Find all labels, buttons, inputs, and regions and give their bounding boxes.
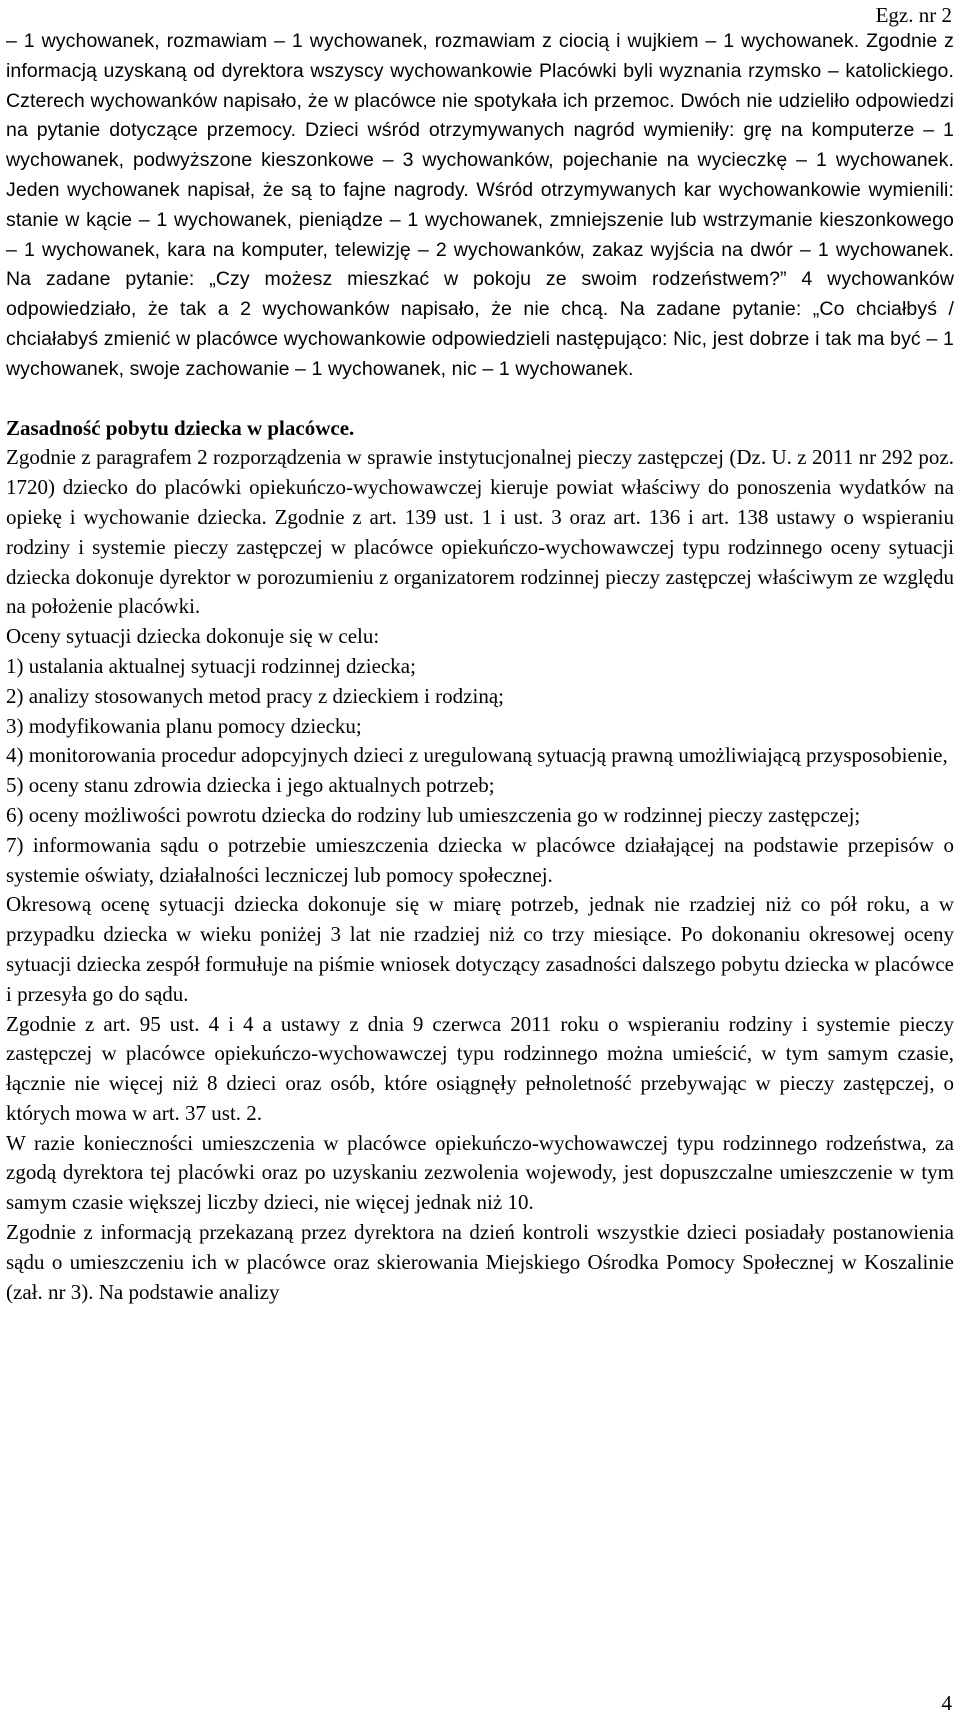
- siblings-paragraph: W razie konieczności umieszczenia w placówce opiekuńczo-wychowawczej typu rodzinnego rodzeństwa, za zgodą dyrektora tej placówki oraz po uzyskaniu zezwolenia wojewody, jest dopuszczalne umieszczenie w tym samym czasie większej liczby dzieci, nie więcej jednak niż 10.: [6, 1130, 954, 1215]
- periodic-assessment-paragraph: Okresową ocenę sytuacji dziecka dokonuje się w miarę potrzeb, jednak nie rzadziej niż co pół roku, a w przypadku dziecka w wieku poniżej 3 lat nie rzadziej niż co trzy miesiące. Po dokonaniu okresowej oceny sytuacji dziecka zespół formułuje na piśmie wniosek dotyczący zasadności dalszego pobytu dziecka w placówce i przesyła go do sądu.: [6, 892, 954, 1006]
- document-body: [6, 27, 954, 1307]
- court-orders-paragraph: Zgodnie z informacją przekazaną przez dyrektora na dzień kontroli wszystkie dzieci posiadały postanowienia sądu o umieszczeniu ich w placówce oraz skierowania Miejskiego Ośrodka Pomocy Społecznej w Koszalinie (zał. nr 3). Na podstawie analizy: [6, 1220, 954, 1304]
- list-item: 4) monitorowania procedur adopcyjnych dzieci z uregulowaną sytuacją prawną umożliwiającą przysposobienie,: [6, 743, 948, 768]
- copy-number-label: Egz. nr 2: [875, 3, 952, 27]
- regulation-paragraph: Zgodnie z paragrafem 2 rozporządzenia w sprawie instytucjonalnej pieczy zastępczej (Dz. U. z 2011 nr 292 poz. 1720) dziecko do placówki opiekuńczo-wychowawczej kieruje powiat właściwy do ponoszenia wydatków na opiekę i wychowanie dziecka. Zgodnie z art. 139 ust. 1 i ust. 3 oraz art. 136 i art. 138 ustawy o wspieraniu rodziny i systemie pieczy zastępczej w placówce opiekuńczo-wychowawczej typu rodzinnego oceny sytuacji dziecka dokonuje dyrektor w porozumieniu z organizatorem rodzinnej pieczy zastępczej właściwym ze względu na położenie placówki.: [6, 445, 954, 619]
- list-item: 6) oceny możliwości powrotu dziecka do rodziny lub umieszczenia go w rodzinnej pieczy zastępczej;: [6, 802, 861, 827]
- page-number: 4: [941, 1691, 952, 1715]
- capacity-paragraph: Zgodnie z art. 95 ust. 4 i 4 a ustawy z dnia 9 czerwca 2011 roku o wspieraniu rodziny i systemie pieczy zastępczej w placówce opiekuńczo-wychowawczej typu rodzinnego można umieścić, w tym samym czasie, łącznie nie więcej niż 8 dzieci oraz osób, które osiągnęły pełnoletność przebywając w pieczy zastępczej, o których mowa w art. 37 ust. 2.: [6, 1011, 954, 1125]
- list-item: 1) ustalania aktualnej sytuacji rodzinnej dziecka;: [6, 653, 416, 678]
- list-item: 5) oceny stanu zdrowia dziecka i jego aktualnych potrzeb;: [6, 773, 495, 798]
- survey-results-paragraph: – 1 wychowanek, rozmawiam – 1 wychowanek, rozmawiam z ciocią i wujkiem – 1 wychowanek. Zgodnie z informacją uzyskaną od dyrektora wszyscy wychowankowie Placówki byli wyznania rzymsko – katolickiego. Czterech wychowanków napisało, że w placówce nie spotykała ich przemoc. Dwóch nie udzieliło odpowiedzi na pytanie dotyczące przemocy. Dzieci wśród otrzymywanych nagród wymieniły: grę na komputerze – 1 wychowanek, podwyższone kieszonkowe – 3 wychowanków, pojechanie na wycieczkę – 1 wychowanek. Jeden wychowanek napisał, że są to fajne nagrody. Wśród otrzymywanych kar wychowankowie wymienili: stanie w kącie – 1 wychowanek, pieniądze – 1 wychowanek, zmniejszenie lub wstrzymanie kieszonkowego – 1 wychowanek, kara na komputer, telewizję – 2 wychowanków, zakaz wyjścia na dwór – 1 wychowanek. Na zadane pytanie: „Czy możesz mieszkać w pokoju ze swoim rodzeństwem?” 4 wychowanków odpowiedziało, że tak a 2 wychowanków napisało, że nie chcą. Na zadane pytanie: „Co chciałbyś / chciałabyś zmienić w placówce wychowankowie odpowiedzieli następująco: Nic, jest dobrze i tak ma być – 1 wychowanek, swoje zachowanie – 1 wychowanek, nic – 1 wychowanek.: [6, 30, 954, 380]
- section-heading: Zasadność pobytu dziecka w placówce.: [6, 415, 355, 440]
- list-item: 2) analizy stosowanych metod pracy z dzieckiem i rodziną;: [6, 683, 504, 708]
- list-heading: Oceny sytuacji dziecka dokonuje się w celu:: [6, 624, 380, 649]
- list-item: 7) informowania sądu o potrzebie umieszczenia dziecka w placówce działającej na podstawie przepisów o systemie oświaty, działalności leczniczej lub pomocy społecznej.: [6, 832, 954, 887]
- document-page: [6, 0, 954, 1722]
- assessment-purpose-list: [6, 652, 954, 890]
- list-item: 3) modyfikowania planu pomocy dziecku;: [6, 713, 362, 738]
